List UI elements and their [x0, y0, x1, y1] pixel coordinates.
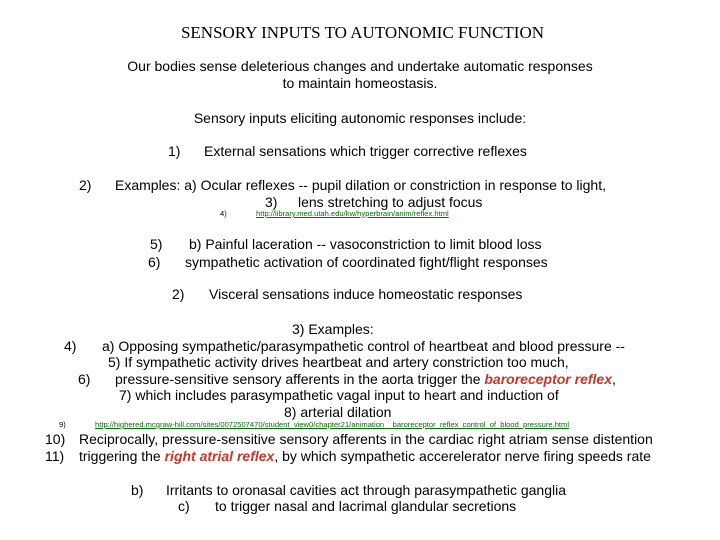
visceral-b-line: Irritants to oronasal cavities act through parasympathetic ganglia [166, 482, 566, 498]
visceral-number-11: 11) [45, 448, 65, 464]
baroreceptor-link-number: 9) [59, 420, 66, 429]
visceral-b-number: b) [131, 482, 144, 498]
right-atrial-reflex-term: right atrial reflex [164, 448, 275, 464]
intro-line-1: Our bodies sense deleterious changes and undertake automatic responses [127, 58, 593, 74]
visceral-line-11-text: triggering the [79, 448, 165, 464]
visceral-a-number-6: 6) [78, 371, 91, 387]
external-number: 1) [168, 143, 181, 159]
external-b-number-5: 5) [150, 236, 163, 252]
visceral-c-number: c) [178, 498, 190, 514]
external-examples-number: 2) [79, 177, 92, 193]
lead-text: Sensory inputs eliciting autonomic responses include: [193, 110, 527, 126]
page-title: SENSORY INPUTS TO AUTONOMIC FUNCTION [180, 23, 545, 42]
external-b-line-2: sympathetic activation of coordinated fight/flight responses [185, 254, 548, 270]
reflex-animation-link[interactable]: http://library.med.utah.edu/kw/hyperbrain/anim/reflex.html [256, 209, 449, 218]
reflex-link-number: 4) [220, 209, 227, 218]
intro-line-2: to maintain homeostasis. [282, 75, 438, 91]
visceral-heading: Visceral sensations induce homeostatic responses [209, 286, 523, 302]
external-b-number-6: 6) [148, 254, 161, 270]
visceral-a-line-2: 5) If sympathetic activity drives heartbeat and artery constriction too much, [108, 354, 569, 370]
visceral-a-line-3-text: pressure-sensitive sensory afferents in the aorta trigger the [115, 371, 485, 387]
visceral-a-line-5: 8) arterial dilation [284, 404, 392, 420]
external-b-line-1: b) Painful laceration -- vasoconstriction to limit blood loss [189, 236, 542, 252]
visceral-a-line-1: a) Opposing sympathetic/parasympathetic control of heartbeat and blood pressure -- [102, 338, 625, 354]
external-examples-line-2: lens stretching to adjust focus [298, 194, 483, 210]
visceral-line-10: Reciprocally, pressure-sensitive sensory afferents in the cardiac right atriam sense distention [79, 431, 653, 447]
external-examples-line-2-number: 3) [265, 194, 278, 210]
visceral-c-line: to trigger nasal and lacrimal glandular secretions [215, 498, 517, 514]
external-examples-line-1: Examples: a) Ocular reflexes -- pupil dilation or constriction in response to light, [115, 177, 606, 193]
external-heading: External sensations which trigger corrective reflexes [204, 143, 527, 159]
visceral-a-line-4: 7) which includes parasympathetic vagal input to heart and induction of [119, 387, 559, 403]
visceral-number-10: 10) [45, 431, 66, 447]
visceral-number: 2) [172, 286, 185, 302]
visceral-examples: 3) Examples: [292, 321, 374, 337]
baroreceptor-animation-link[interactable]: http://highered.mcgraw-hill.com/sites/0072507470/student_view0/chapter21/animation__baroreceptor_reflex_control_of_blood_pressure.html [95, 420, 570, 429]
baroreceptor-reflex-term: baroreceptor reflex [484, 371, 612, 387]
visceral-line-11-rest: , by which sympathetic accerelerator nerve firing speeds rate [274, 448, 651, 464]
visceral-a-line-3-comma: , [611, 371, 616, 387]
visceral-a-number: 4) [64, 338, 77, 354]
visceral-a-line-3 [115, 371, 616, 387]
visceral-line-11 [79, 448, 651, 464]
